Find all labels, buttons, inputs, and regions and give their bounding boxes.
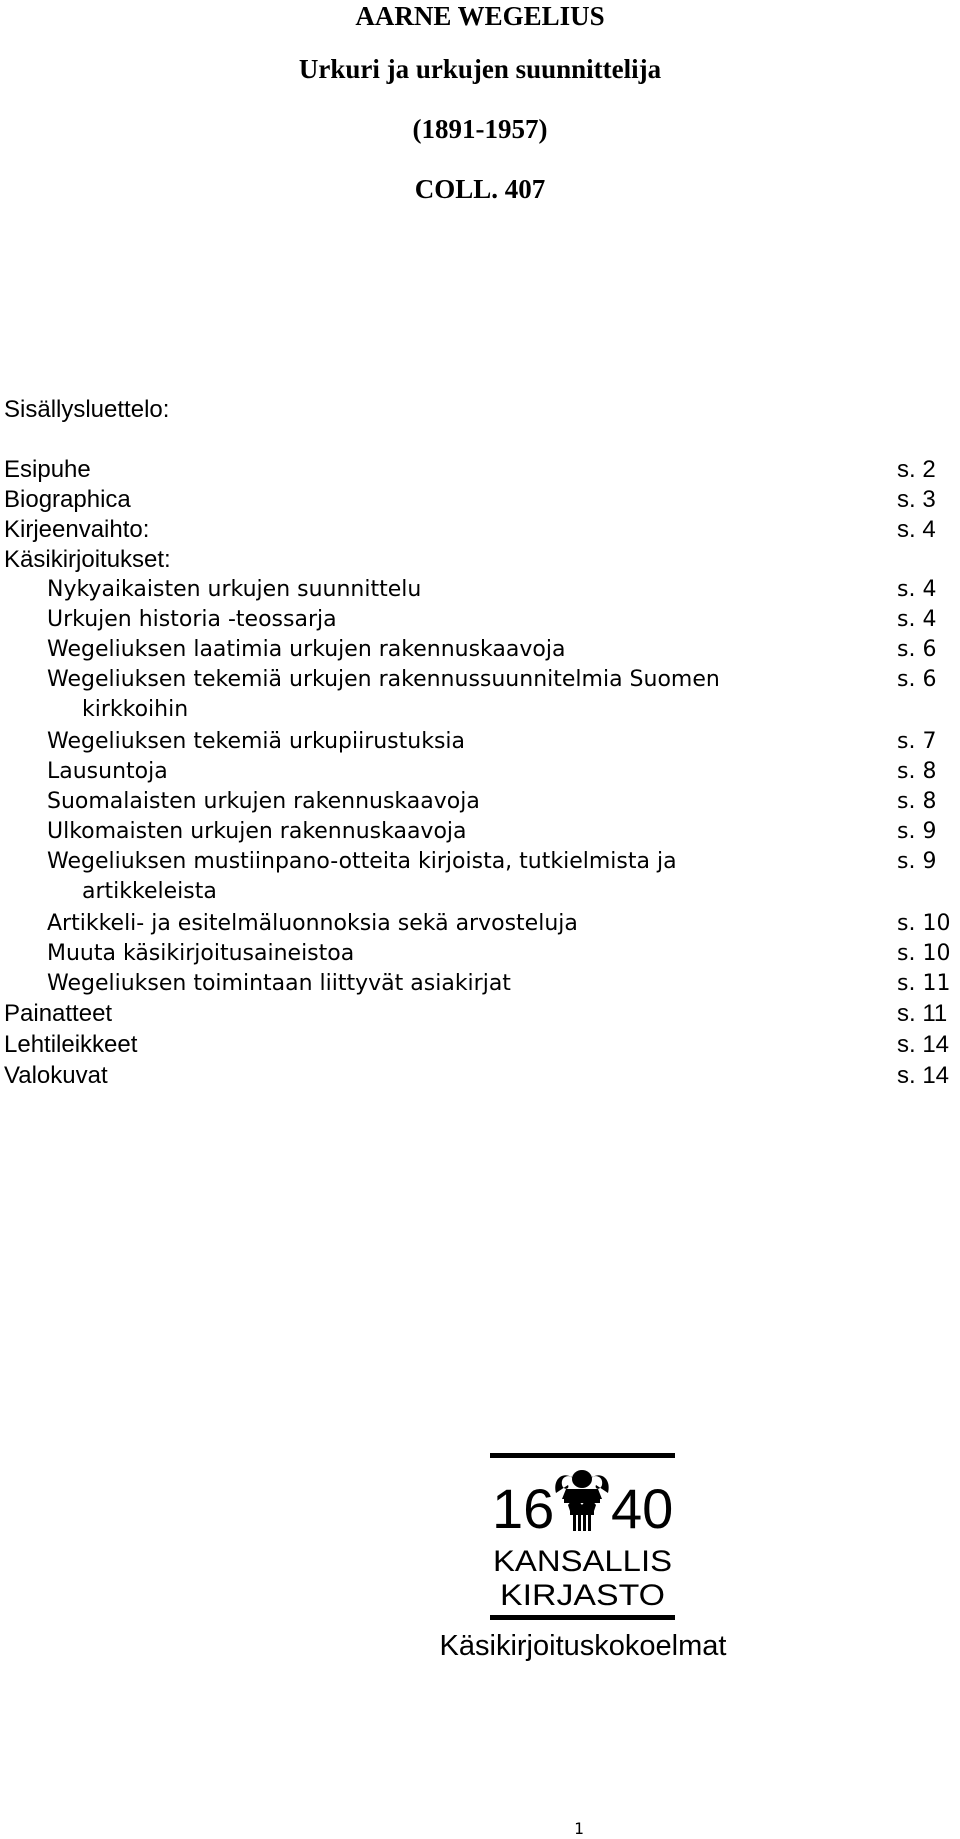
toc-entry	[0, 787, 960, 817]
toc-entry-label: Nykyaikaisten urkujen suunnittelu	[47, 577, 422, 602]
document-subtitle: Urkuri ja urkujen suunnittelija	[298, 54, 662, 84]
toc-entry-label: Wegeliuksen toimintaan liittyvät asiakirjat	[47, 971, 511, 996]
toc-entry-label: Valokuvat	[4, 1062, 108, 1089]
kansalliskirjasto-logo	[490, 1453, 675, 1623]
column-capital-icon	[555, 1470, 608, 1531]
toc-entry-label: kirkkoihin	[82, 697, 189, 722]
toc-entry-continuation	[0, 695, 960, 725]
toc-entry-page: s. 6	[897, 667, 937, 692]
toc-entry	[0, 485, 960, 515]
toc-entry	[0, 909, 960, 939]
logo-line1: KANSALLIS	[493, 1545, 672, 1578]
toc-entry-page: s. 4	[897, 607, 937, 632]
toc-entry-page: s. 7	[897, 729, 937, 754]
toc-entry-page: s. 4	[897, 577, 937, 602]
logo-year-right: 40	[611, 1477, 674, 1540]
toc-entry-page: s. 8	[897, 789, 937, 814]
toc-entry-page: s. 11	[897, 971, 951, 996]
toc-entry	[0, 605, 960, 635]
toc-entry	[0, 939, 960, 969]
toc-entry-page: s. 11	[897, 1000, 948, 1027]
toc-entry-continuation	[0, 877, 960, 907]
toc-entry-label: Urkujen historia -teossarja	[47, 607, 337, 632]
toc-entry-label: Biographica	[4, 486, 131, 513]
toc-entry-page: s. 10	[897, 941, 951, 966]
toc-entry-label: Wegeliuksen tekemiä urkujen rakennussuunnitelmia Suomen	[47, 667, 720, 692]
toc-entry-page: s. 2	[897, 456, 936, 483]
toc-entry-page: s. 9	[897, 849, 937, 874]
toc-entry-label: Wegeliuksen tekemiä urkupiirustuksia	[47, 729, 466, 754]
toc-entry-page: s. 4	[897, 516, 936, 543]
toc-entry-label: Wegeliuksen laatimia urkujen rakennuskaavoja	[47, 637, 566, 662]
toc-entry-label: Suomalaisten urkujen rakennuskaavoja	[47, 789, 480, 814]
toc-entry	[0, 847, 960, 877]
toc-entry-label: Wegeliuksen mustiinpano-otteita kirjoista, tutkielmista ja	[47, 849, 677, 874]
toc-entry	[0, 665, 960, 695]
toc-entry-label: Artikkeli- ja esitelmäluonnoksia sekä arvosteluja	[47, 911, 578, 936]
toc-entry	[0, 455, 960, 485]
toc-entry	[0, 999, 960, 1029]
toc-entry	[0, 817, 960, 847]
toc-entry-page: s. 3	[897, 486, 936, 513]
toc-entry-label: Ulkomaisten urkujen rakennuskaavoja	[47, 819, 467, 844]
toc-entry	[0, 757, 960, 787]
toc-entry	[0, 1030, 960, 1060]
toc-entry-label: Käsikirjoitukset:	[4, 546, 171, 573]
toc-entry	[0, 575, 960, 605]
collection-number: COLL. 407	[414, 174, 546, 204]
toc-entry	[0, 969, 960, 999]
toc-entry-page: s. 14	[897, 1062, 950, 1089]
toc-entry-label: artikkeleista	[82, 879, 217, 904]
toc-entry-page: s. 9	[897, 819, 937, 844]
toc-entry-page: s. 6	[897, 637, 937, 662]
toc-entry-label: Lehtileikkeet	[4, 1031, 138, 1058]
page-number: 1	[574, 1819, 584, 1838]
toc-entry-page: s. 10	[897, 911, 951, 936]
toc-entry	[0, 635, 960, 665]
toc-heading: Sisällysluettelo:	[4, 396, 170, 423]
logo-year-left: 16	[492, 1477, 555, 1540]
toc-entry-page: s. 14	[897, 1031, 950, 1058]
toc-entry	[0, 515, 960, 545]
toc-entry-label: Esipuhe	[4, 456, 91, 483]
toc-entry-label: Kirjeenvaihto:	[4, 516, 150, 543]
toc-entry-page: s. 8	[897, 759, 937, 784]
toc-entry-label: Muuta käsikirjoitusaineistoa	[47, 941, 355, 966]
toc-section-heading	[0, 545, 960, 575]
logo-line2: KIRJASTO	[500, 1579, 665, 1612]
toc-entry	[0, 727, 960, 757]
logo-caption: Käsikirjoituskokoelmat	[439, 1630, 727, 1662]
document-title: AARNE WEGELIUS	[355, 1, 605, 31]
toc-entry	[0, 1061, 960, 1091]
lifespan-years: (1891-1957)	[412, 114, 548, 144]
toc-entry-label: Lausuntoja	[47, 759, 168, 784]
toc-entry-label: Painatteet	[4, 1000, 113, 1027]
